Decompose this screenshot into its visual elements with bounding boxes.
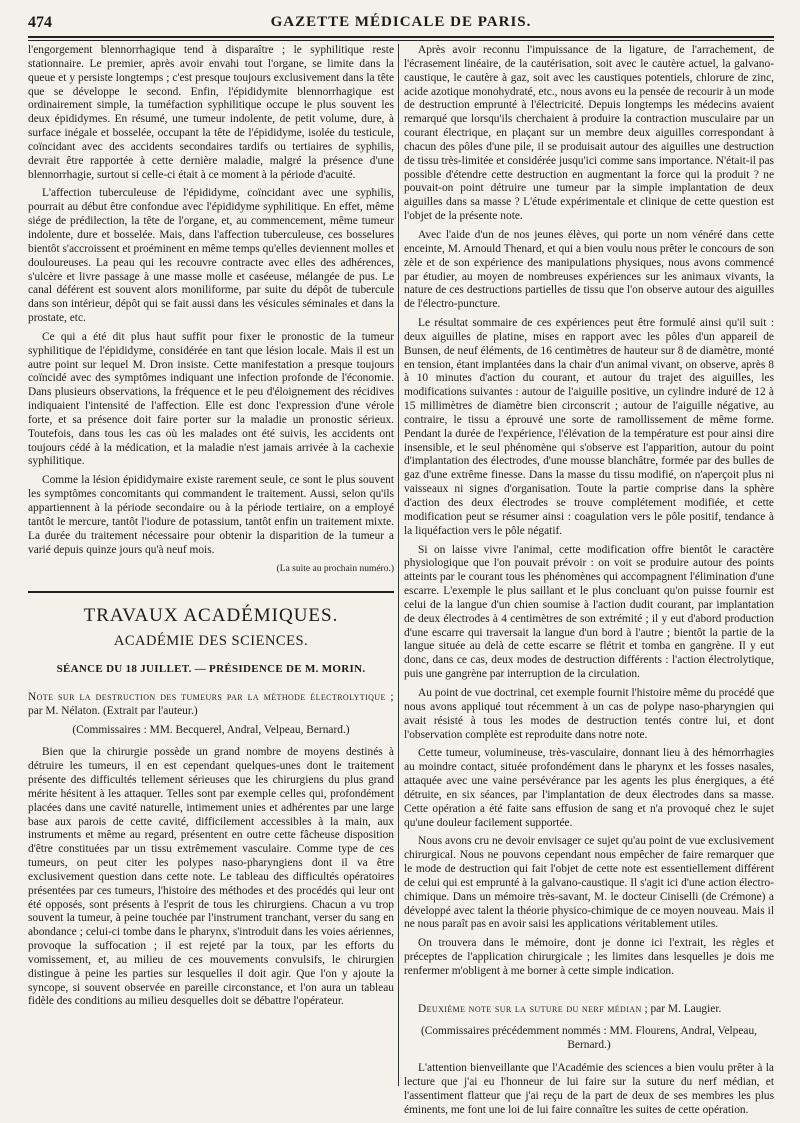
paragraph: Ce qui a été dit plus haut suffit pour fixer le pronostic de la tumeur syphilitique de l'épididyme, considérée en tant que lésion locale. Mais il est un autre point sur lequel M. Dron insiste. Cette manifestation a presque toujours coïncidé avec des symptômes indiquant une infection profonde de l'économie. Dans plusieurs observations, la fréquence et le peu d'éloignement des récidives indiquaient l'intensité de l'affection. Elle est donc l'expression d'une vérole forte, et sa présence doit faire porter sur la maladie un pronostic sérieux. Toutefois, dans tous les cas où les malades ont été suivis, les accidents ont toujours cédé à la médication, et la maladie n'est jamais arrivée à la cachexie syphilitique. xyxy=(28,330,394,468)
section-rule xyxy=(28,591,394,593)
paragraph: Cette tumeur, volumineuse, très-vasculaire, donnant lieu à des hémorrhagies au moindre contact, située profondément dans le pharynx et les fosses nasales, attaquée avec une vaine persévérance par les agents les plus énergiques, a été détruite, en six séances, par l'implantation de deux électrodes dans sa masse. Cette opération a été faite sans effusion de sang et n'a provoqué chez le sujet qu'une douleur facilement supportée. xyxy=(404,747,774,829)
page-number: 474 xyxy=(28,14,52,31)
paragraph: Si on laisse vivre l'animal, cette modification offre bientôt le caractère physiologique que l'on pouvait prévoir : on voit se produire autour des points atteints par le courant tous les phénomènes qui accompagnent l'élimination d'une escarre. L'exemple le plus saillant et le plus concluant qu'on puisse fournir est celui de la langue d'un chien soumise à l'action dudit courant, par implantation de deux électrodes à 4 centimètres de son extrémité ; il y eut d'abord production d'une escarre qui traversait la langue d'un bord à l'autre ; bientôt la partie de la langue située au delà de cette escarre se flétrit et tomba en gangrène. Il y eut donc, dans ce cas, deux modes de destruction différents : l'action électrolytique, puis une gangrène par interruption de la circulation. xyxy=(404,543,774,681)
column-separator xyxy=(398,44,399,1086)
page-header xyxy=(28,10,774,36)
paragraph: Avec l'aide d'un de nos jeunes élèves, qui porte un nom vénéré dans cette enceinte, M. Arnould Thenard, et qui a bien voulu nous prêter le concours de son zèle et de son expérience des manipulations physiques, nous avons commencé par étudier, au moyen de nombreuses expériences sur les animaux vivants, la nature de ces destructions partielles de tissu que l'on observe autour des aiguilles de l'électro-puncture. xyxy=(404,228,774,311)
commissioners-second: (Commissaires précédemment nommés : MM. Flourens, Andral, Velpeau, Bernard.) xyxy=(420,1024,758,1051)
note-title xyxy=(28,691,394,719)
continued-note: (La suite au prochain numéro.) xyxy=(276,564,394,575)
second-note-title xyxy=(404,1003,774,1017)
second-note-author: ; par M. Laugier. xyxy=(641,1002,722,1015)
paragraph: L'affection tuberculeuse de l'épididyme, coïncidant avec une syphilis, pourrait au début être confondue avec l'épididyme syphilitique. En effet, même siége de prédilection, la tête de l'organe, et, au commencement, même tumeur indolente, dure et bosselée. Mais, dans l'affection tuberculeuse, ces bosselures bientôt s'accroissent et proéminent en même temps qu'elles deviennent molles et douloureuses. La peau qui les recouvre contracte avec elles des adhérences, s'ulcère et livre passage à une masse molle et caséeuse, mélangée de pus. Le canal déférent est souvent alors moniliforme, par suite du dépôt de tubercule dans son intérieur, dépôt qui se fait aussi dans les vésicules séminales et dans la prostate, etc. xyxy=(28,187,394,325)
header-rule-thin xyxy=(28,40,774,41)
paragraph: Nous avons cru ne devoir envisager ce sujet qu'au point de vue exclusivement chirurgical. Nous ne pouvons cependant nous empêcher de faire remarquer que le mode de destruction qui fait l'objet de cette note est essentiellement différent de celui qui est emprunté à la galvano-caustique. Il s'agit ici d'une action électro-chimique. Dans un mémoire très-savant, M. le docteur Ciniselli (de Crémone) a développé avec talent la théorie physico-chimique de ce moyen nouveau. Mais il ne nous paraît pas en avoir saisi les applications véritablement utiles. xyxy=(404,835,774,931)
paragraph: Après avoir reconnu l'impuissance de la ligature, de l'arrachement, de l'écrasement linéaire, de la cautérisation, soit avec le cautère actuel, la galvano-caustique, le cautère à gaz, soit avec les caustiques potentiels, chlorure de zinc, acide azotique monohydraté, etc., nous avons eu la pensée de recourir à un mode de destruction emprunté à l'électricité. Depuis longtemps les médecins avaient remarqué que lorsqu'ils cherchaient à produire la contraction musculaire par un courant électrique, en plaçant sur un membre deux aiguilles correspondant à chacun des pôles d'une pile, il se produisait autour des aiguilles une destruction de tissu très-limitée et considérée jusqu'ici comme sans importance. N'était-il pas possible d'étendre cette destruction en augmentant la force qui la produit ? ne pouvait-on point détruire une tumeur par la simple implantation de deux aiguilles dans sa masse ? L'étude expérimentale et clinique de cette question est l'objet de la présente note. xyxy=(404,44,774,223)
academy-heading: ACADÉMIE DES SCIENCES. xyxy=(113,633,309,650)
journal-title: GAZETTE MÉDICALE DE PARIS. xyxy=(270,14,532,30)
paragraph: Au point de vue doctrinal, cet exemple fournit l'histoire même du procédé que nous avons appliqué tout récemment à un cas de polype naso-pharyngien qui avait résisté à tous les modes de destruction tentés contre lui, et dont l'observation complète est reproduite dans notre note. xyxy=(404,686,774,741)
second-note-smallcaps: Deuxième note sur la suture du nerf médian xyxy=(418,1002,642,1015)
session-heading: SÉANCE DU 18 JUILLET. — PRÉSIDENCE DE M. MORIN. xyxy=(56,662,366,675)
paragraph: On trouvera dans le mémoire, dont je donne ici l'extrait, les règles et préceptes de l'application chirurgicale ; les limites dans lesquelles je dois me renfermer m'obligent à me borner à cette simple indication. xyxy=(404,937,774,977)
commissioners: (Commissaires : MM. Becquerel, Andral, Velpeau, Bernard.) xyxy=(72,724,350,737)
paragraph: Le résultat sommaire de ces expériences peut être formulé ainsi qu'il suit : deux aiguilles de platine, mises en rapport avec les pôles d'un appareil de Bunsen, de neuf éléments, de 16 centimètres de hauteur sur 8 de diamètre, monté en tension, étant implantées dans la chair d'un animal vivant, on observe, après 8 à 10 minutes d'action du courant, et autour du trajet des aiguilles, les modifications suivantes : autour de l'aiguille positive, un cylindre induré de 12 à 15 millimètres de diamètre bien circonscrit ; autour de l'aiguille négative, au contraire, le tissu a éprouvé une sorte de ramollissement de même forme. Pendant la durée de l'expérience, l'élévation de la température est pour ainsi dire insensible, et le seul phénomène qui s'observe est l'apparition, autour du point d'implantation des électrodes, d'une mousse blanchâtre, formée par des bulles de gaz d'une extrême finesse. Dans la masse du tissu modifié, on n'aperçoit plus ni vaisseaux ni signes d'organisation. Toute la partie comprise dans la sphère d'action des deux électrodes se trouve complétement modifiée, et cette modification peut se résumer ainsi : coagulation vers le pôle positif, tendance à la liquéfaction vers le pôle négatif. xyxy=(404,317,774,537)
paragraph: l'engorgement blennorrhagique tend à disparaître ; le syphilitique reste stationnaire. Le premier, après avoir envahi tout l'organe, se limite dans la queue et y persiste longtemps ; c'est presque toujours exclusivement dans la tête que se développe le second. Enfin, l'épididymite blennorrhagique est ordinairement simple, la tuméfaction syphilitique occupe le plus souvent les deux épididymes. En résumé, une tumeur indolente, de petit volume, dure, à surface inégale et bosselée, occupant la tête de l'épididyme, isolée du testicule, coïncidant avec des accidents secondaires tardifs ou tertiaires de syphilis, devrait être rapportée à cette dernière maladie, malgré la présence d'une blennorrhagie, surtout si celle-ci était à ce moment à la période d'acuité. xyxy=(28,44,394,181)
note-title-author: par M. Nélaton. (Extrait par l'auteur.) xyxy=(28,704,198,717)
left-column xyxy=(28,44,394,1014)
paragraph: Bien que la chirurgie possède un grand nombre de moyens destinés à détruire les tumeurs, il en est cependant quelques-unes dont le traitement présente des difficultés tellement sérieuses que les chirurgiens du plus grand mérite hésitent à les attaquer. Telles sont par exemple celles qui, profondément placées dans une cavité naturelle, intimement unies et adhérentes par une large base aux parois de cette cavité, difficilement accessibles à la main, aux instruments et même au regard, présentent en outre cette fâcheuse disposition d'être constituées par un tissu extrêmement vasculaire. Comme type de ces tumeurs, on peut citer les polypes naso-pharyngiens dont il va être exclusivement question dans cette note. Le tableau des difficultés opératoires présentées par ces tumeurs, l'histoire des méthodes et des procédés qui leur ont été opposés, sont présents à l'esprit de tous les chirurgiens. Chacun a vu trop souvent la tumeur, à peine touchée par l'instrument tranchant, verser du sang en abondance ; celui-ci tombe dans le pharynx, s'introduit dans les voies aériennes, provoque la suffocation ; il est rejeté par la toux, par les efforts du vomissement, et, au milieu de ces mouvements convulsifs, le chirurgien distingue à peine les parties sur lesquelles il doit agir. Que l'on y ajoute la syncope, si souvent observée en pareille circonstance, et l'on aura un tableau fidèle des conditions au milieu desquelles doit se débattre l'opérateur. xyxy=(28,746,394,1008)
paragraph: L'attention bienveillante que l'Académie des sciences a bien voulu prêter à la lecture que j'ai eu l'honneur de lui faire sur la suture du nerf médian, et l'assentiment flatteur que j'ai reçu de la part de deux de ses membres les plus éminents, me font une loi de lui faire connaître les suites de cette opération. xyxy=(404,1062,774,1116)
note-title-smallcaps: Note sur la destruction des tumeurs par la méthode électrolytique ; xyxy=(28,690,394,703)
header-rule xyxy=(28,36,774,38)
section-title: TRAVAUX ACADÉMIQUES. xyxy=(83,605,339,627)
paragraph: Comme la lésion épididymaire existe rarement seule, ce sont le plus souvent les symptômes concomitants qui commandent le traitement. Aussi, selon qu'ils appartiennent à la période secondaire ou à la période tertiaire, on a employé tantôt le mercure, tantôt l'iodure de potassium, tantôt enfin un traitement mixte. La durée du traitement nécessaire pour obtenir la disparition de la tumeur a varié depuis quinze jours qu'à neuf mois. xyxy=(28,474,394,556)
right-column xyxy=(404,44,774,1123)
